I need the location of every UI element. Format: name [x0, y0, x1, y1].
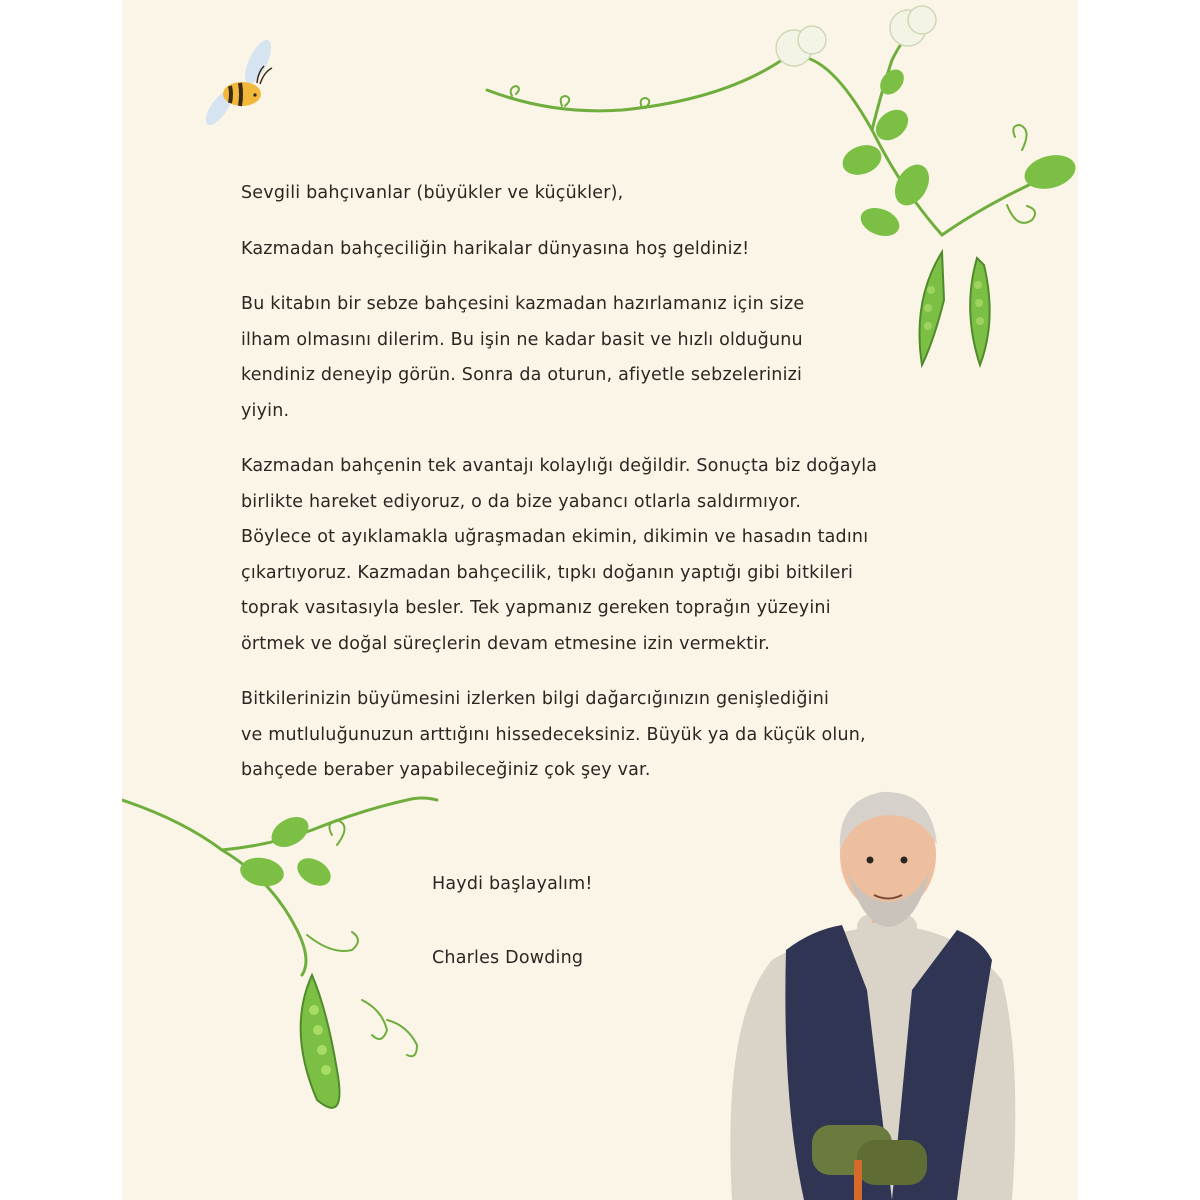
pea-flowers [776, 6, 936, 66]
text-line: ve mutluluğunuzun arttığını hissedeceksiniz. Büyük ya da küçük olun, [241, 724, 866, 745]
text-line: örtmek ve doğal süreçlerin devam etmesine izin vermektir. [241, 633, 770, 654]
letter-welcome [241, 232, 981, 268]
text-line: Böylece ot ayıklamakla uğraşmadan ekimin, dikimin ve hasadın tadını [241, 527, 869, 547]
text-line: Sevgili bahçıvanlar (büyükler ve küçükler), [241, 183, 624, 203]
signature: Charles Dowding [432, 948, 584, 968]
paragraph-2 [241, 449, 981, 662]
pea-leaves-bottom [238, 811, 336, 892]
letter-greeting [241, 176, 981, 212]
book-page [122, 0, 1078, 1200]
pea-pod-bottom [301, 975, 340, 1108]
text-line: birlikte hareket ediyoruz, o da bize yabancı otlarla saldırmıyor. [241, 491, 802, 512]
paragraph-3 [241, 682, 981, 789]
letter-body [241, 176, 981, 809]
text-line: Kazmadan bahçeciliğin harikalar dünyasına hoş geldiniz! [241, 238, 750, 259]
text-line: Bitkilerinizin büyümesini izlerken bilgi dağarcığınızın genişlediğini [241, 689, 830, 709]
text-line: bahçede beraber yapabileceğiniz çok şey var. [241, 760, 651, 780]
text-line: yiyin. [241, 400, 290, 421]
text-line: kendiniz deneyip görün. Sonra da oturun, afiyetle sebzelerinizi [241, 365, 803, 385]
text-line: Kazmadan bahçenin tek avantajı kolaylığı değildir. Sonuçta biz doğayla [241, 456, 878, 476]
gardener-portrait-illustration [730, 792, 1015, 1200]
text-line: toprak vasıtasıyla besler. Tek yapmanız gereken toprağın yüzeyini [241, 598, 831, 618]
bee-illustration [201, 36, 276, 129]
paragraph-1 [241, 287, 981, 429]
text-line: çıkartıyoruz. Kazmadan bahçecilik, tıpkı doğanın yaptığı gibi bitkileri [241, 562, 854, 583]
text-line: Bu kitabın bir sebze bahçesini kazmadan hazırlamanız için size [241, 294, 805, 314]
text-line: ilham olmasını dilerim. Bu işin ne kadar basit ve hızlı olduğunu [241, 329, 803, 350]
closing-line: Haydi başlayalım! [432, 874, 593, 894]
